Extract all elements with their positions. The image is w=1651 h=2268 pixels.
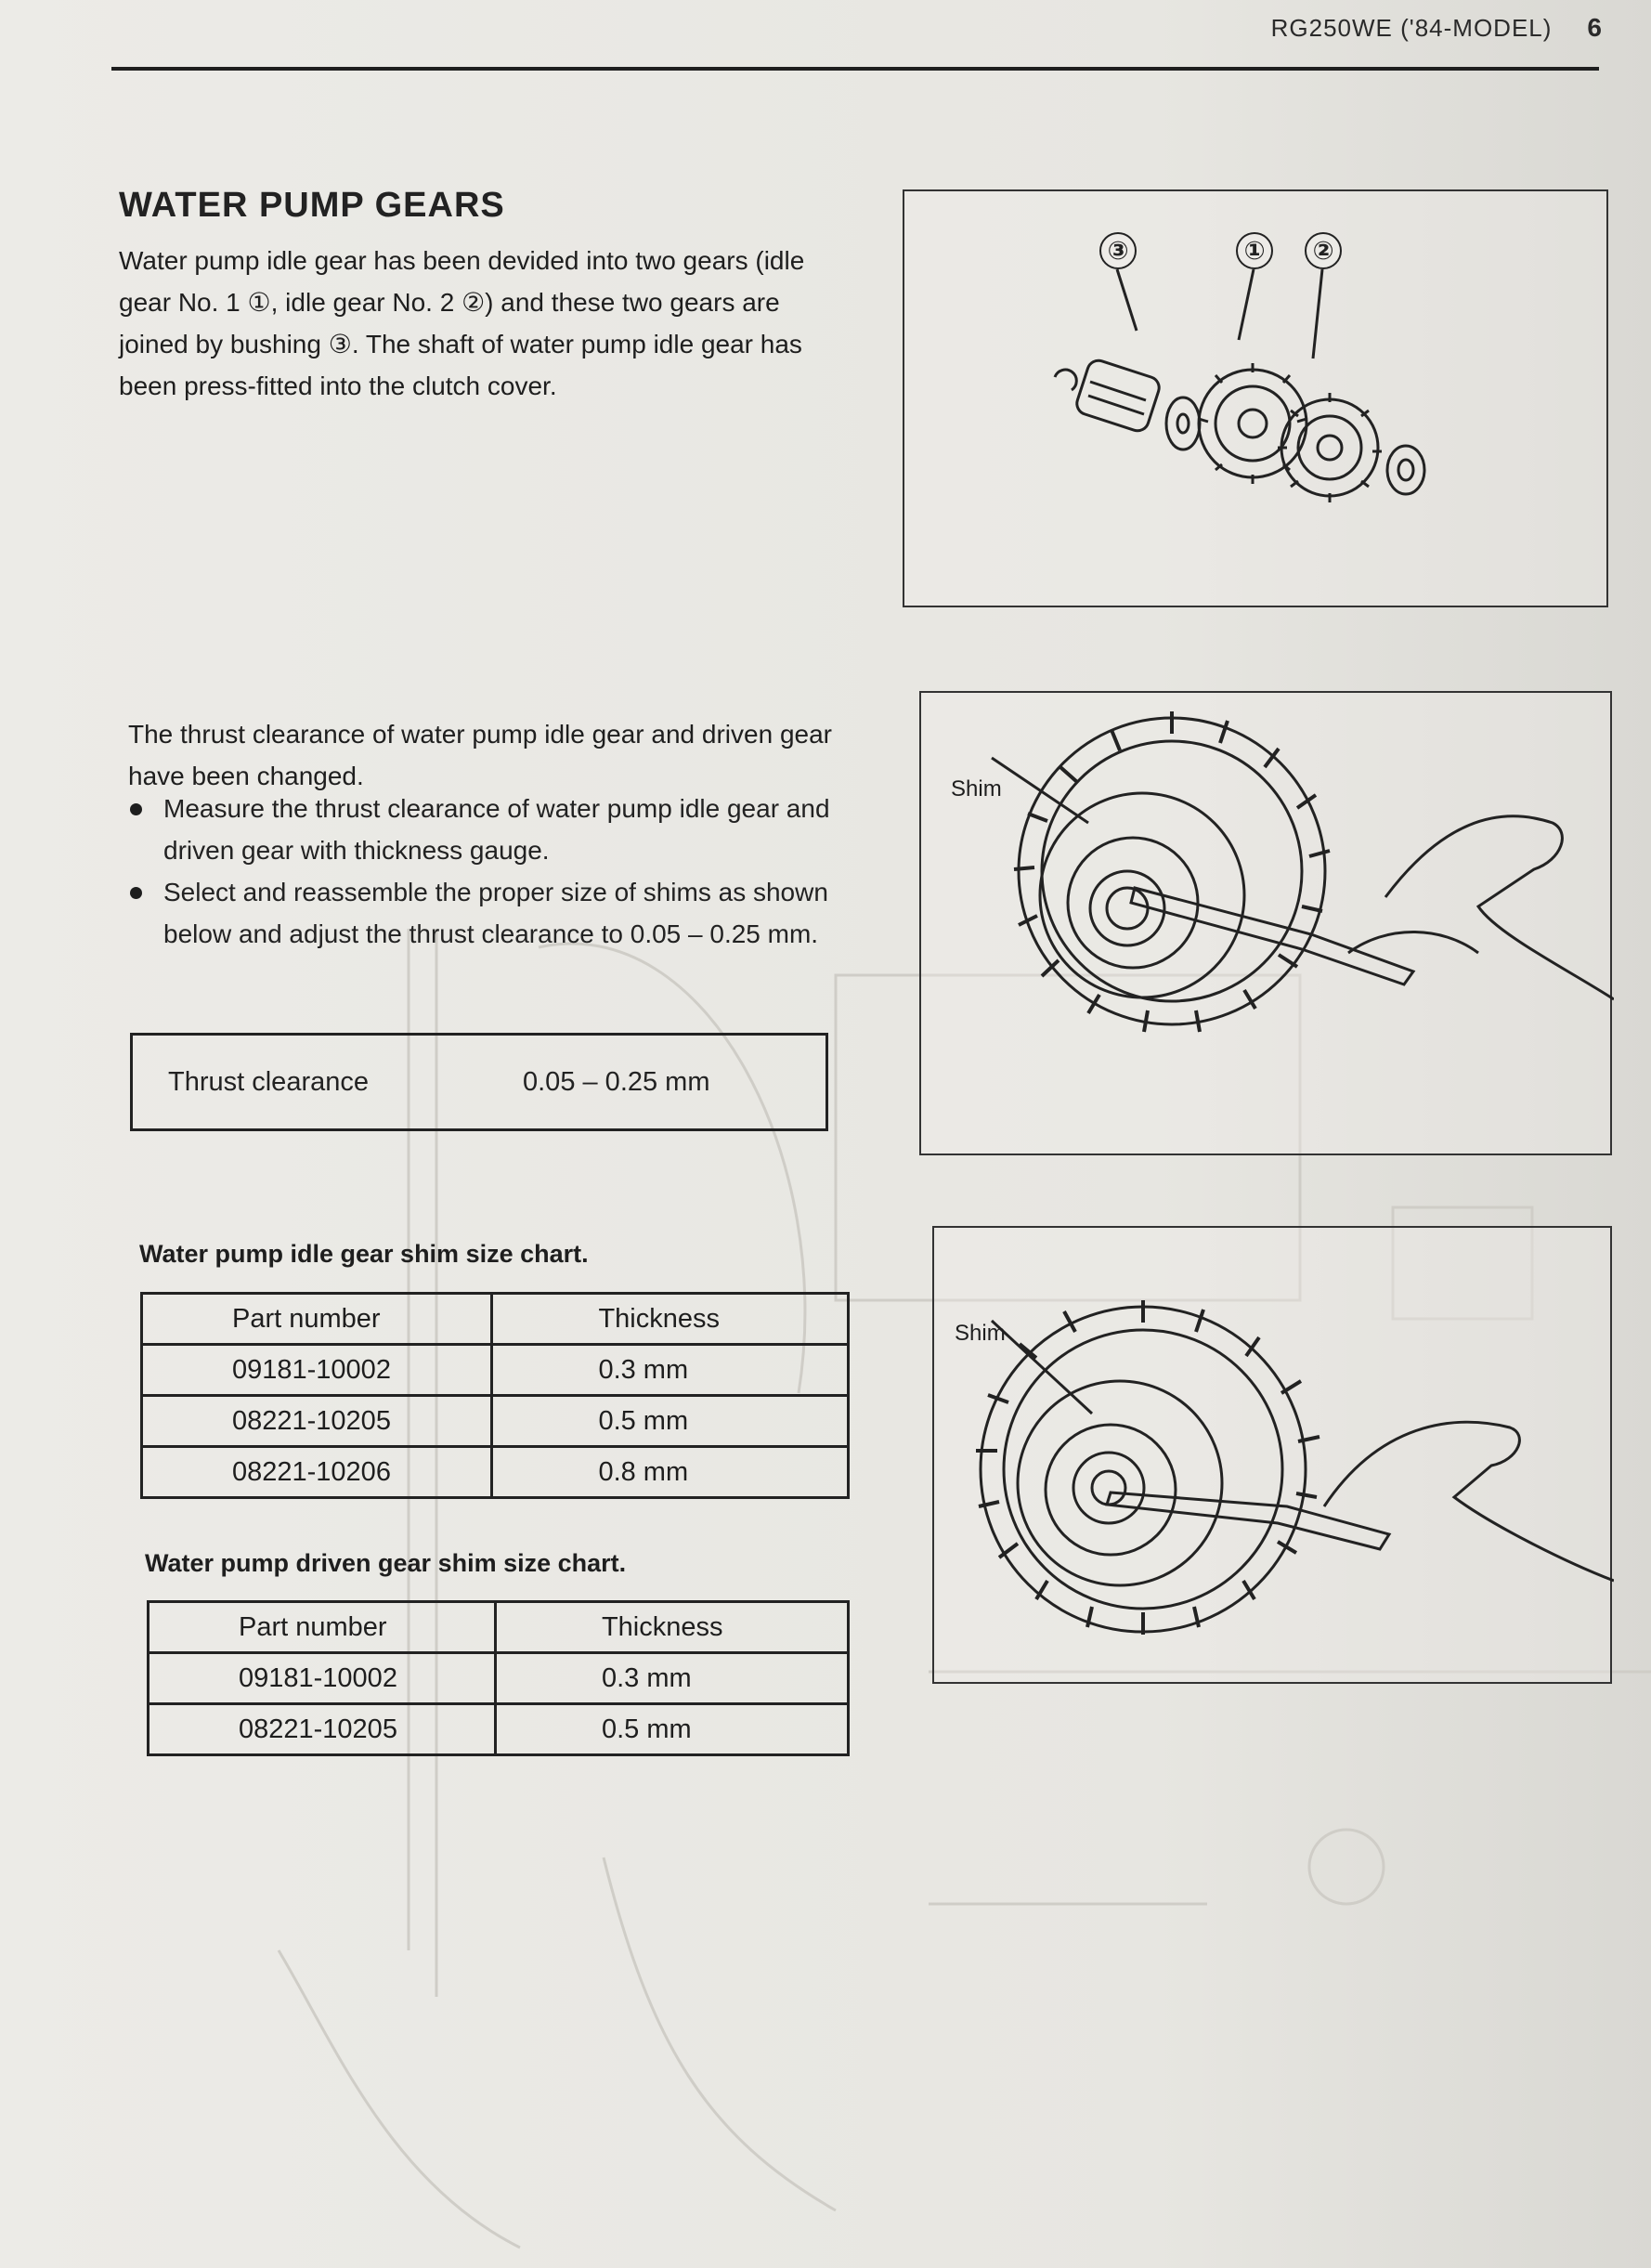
bullet-dot <box>130 803 142 815</box>
thickness-cell: 0.5 mm <box>495 1704 848 1755</box>
driven-gear-shim-table <box>147 1600 850 1756</box>
gear-outer-shape <box>1019 718 1325 1024</box>
shim-leader-line <box>992 758 1088 823</box>
header-rule <box>111 67 1599 71</box>
instruction-item <box>128 788 843 871</box>
driven-gear-measure-drawing <box>934 1228 1614 1686</box>
intro-paragraph: Water pump idle gear has been devided into two gears (idle gear No. 1 ①, idle gear No. 2 ②) and these two gears are joined by bushing ③. The shaft of water pump idle gear has been press-fitted into the clutch cover. <box>119 246 805 400</box>
bushing-shape <box>1074 358 1163 434</box>
table-row <box>149 1704 849 1755</box>
table-row <box>142 1447 849 1498</box>
idle-gear-measure-drawing <box>921 693 1614 1157</box>
leader-line-1 <box>1239 269 1254 340</box>
driven-gear-chart-title: Water pump driven gear shim size chart. <box>145 1549 627 1577</box>
table-header-row <box>149 1602 849 1653</box>
leader-line-3 <box>1117 269 1137 331</box>
instruction-item <box>128 871 843 955</box>
spec-value: 0.05 – 0.25 mm <box>523 1066 710 1097</box>
page-number: 6 <box>1587 13 1603 42</box>
washer-shape <box>1166 398 1200 450</box>
idle-gear-chart-title: Water pump idle gear shim size chart. <box>139 1240 589 1268</box>
column-header-part-number: Part number <box>142 1294 492 1345</box>
thickness-cell: 0.3 mm <box>492 1345 849 1396</box>
instruction-text: Select and reassemble the proper size of shims as shown below and adjust the thrust clearance to 0.05 – 0.25 mm. <box>163 878 828 948</box>
part-number-cell: 08221-10206 <box>142 1447 492 1498</box>
part-number-cell: 09181-10002 <box>142 1345 492 1396</box>
callout-idle-gear-2: ② <box>1305 232 1342 269</box>
part-number-cell: 09181-10002 <box>149 1653 496 1704</box>
instruction-text: Measure the thrust clearance of water pump idle gear and driven gear with thickness gauge. <box>163 794 830 865</box>
model-label: RG250WE ('84-MODEL) <box>1270 14 1553 42</box>
column-header-thickness: Thickness <box>495 1602 848 1653</box>
shim-label-idle: Shim <box>951 776 1002 802</box>
table-row <box>142 1396 849 1447</box>
thickness-cell: 0.5 mm <box>492 1396 849 1447</box>
circlip-shape <box>1055 370 1076 390</box>
shim-leader-line <box>992 1321 1092 1414</box>
section-title: WATER PUMP GEARS <box>119 186 505 225</box>
leader-line-2 <box>1313 269 1322 358</box>
table-header-row <box>142 1294 849 1345</box>
exploded-gear-figure <box>903 189 1608 607</box>
driven-gear-measure-figure <box>932 1226 1612 1684</box>
column-header-part-number: Part number <box>149 1602 496 1653</box>
thickness-cell: 0.3 mm <box>495 1653 848 1704</box>
table-row <box>149 1653 849 1704</box>
end-washer-shape <box>1387 446 1424 494</box>
column-header-thickness: Thickness <box>492 1294 849 1345</box>
thickness-gauge-shape <box>1131 888 1413 984</box>
thrust-intro-paragraph: The thrust clearance of water pump idle gear and driven gear have been changed. <box>128 720 832 790</box>
hand-shape <box>1385 816 1614 999</box>
idle-gear-shim-table <box>140 1292 850 1499</box>
hand-shape <box>1324 1422 1614 1581</box>
callout-idle-gear-1: ① <box>1236 232 1273 269</box>
bullet-dot <box>130 887 142 899</box>
part-number-cell: 08221-10205 <box>149 1704 496 1755</box>
shim-label-driven: Shim <box>955 1321 1006 1346</box>
part-number-cell: 08221-10205 <box>142 1396 492 1447</box>
instruction-list <box>128 788 843 955</box>
table-row <box>142 1345 849 1396</box>
idle-gear-measure-figure <box>919 691 1612 1155</box>
callout-bushing-3: ③ <box>1099 232 1137 269</box>
thickness-cell: 0.8 mm <box>492 1447 849 1498</box>
thrust-clearance-spec <box>130 1033 828 1131</box>
spec-label: Thrust clearance <box>168 1066 369 1097</box>
page-header <box>1271 13 1603 43</box>
